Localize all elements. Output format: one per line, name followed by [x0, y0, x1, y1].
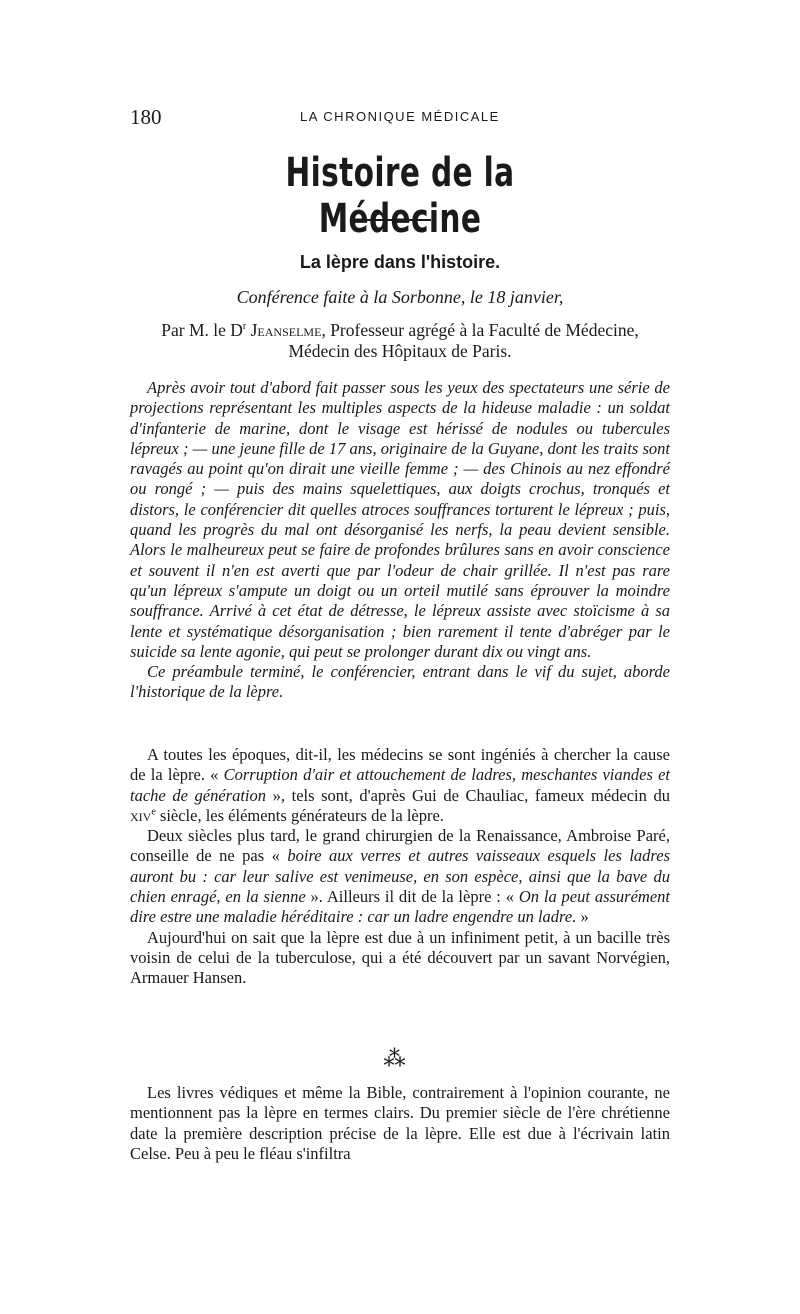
intro-section: [130, 378, 670, 703]
byline-dr-superscript: r: [242, 321, 247, 333]
body-p1-text-a: A toutes les époques, dit-il, les médecins se sont ingéniés à chercher la cause de la lèpre. «: [130, 745, 670, 785]
author-name: Jeanselme: [250, 320, 322, 340]
page-number: 180: [130, 105, 162, 129]
body-p1-quote: Corruption d'air et attouchement de ladres, meschantes viandes et tache de génération: [130, 765, 670, 805]
journal-title: LA CHRONIQUE MÉDICALE: [300, 109, 500, 124]
body-p2-text-b: ». Ailleurs il dit de la lèpre : «: [305, 887, 519, 907]
body-p2-text-c: »: [576, 907, 589, 927]
author-title: , Professeur agrégé à la Faculté de Médecine,: [321, 320, 639, 340]
body-p1-text-c: siècle, les éléments générateurs de la lèpre.: [155, 805, 444, 825]
section-title: Histoire de la Médecine: [285, 150, 515, 242]
later-paragraph-1: Les livres védiques et même la Bible, contrairement à l'opinion courante, ne mentionnent pas la lèpre en termes clairs. Du premier siècle de l'ère chrétienne date la première description précise de la lèpre. Elle est due à l'écrivain latin Celse. Peu à peu le fléau s'infiltra: [130, 1083, 670, 1163]
byline-line-2: Médecin des Hôpitaux de Paris.: [288, 341, 512, 361]
body-p1-century: xiv: [130, 805, 152, 825]
article-title: La lèpre dans l'histoire.: [299, 252, 501, 272]
intro-paragraph-1: Après avoir tout d'abord fait passer sous les yeux des spectateurs une série de projections représentant les multiples aspects de la hideuse maladie : un soldat d'infanterie de marine, dont le visage est hérissé de nodules ou tubercules lépreux ; — une jeune fille de 17 ans, originaire de la Guyane, dont les traits sont ravagés au point qu'on dirait une vieille femme ; — des Chinois au nez effondré ou rongé ; — puis des mains squelettiques, aux doigts crochus, tronqués et distors, le conférencier dit quelles atroces souffrances torturent le lépreux ; puis, quand les progrès du mal ont désorganisé les nerfs, la peau devient sensible. Alors le malheureux peut se faire de profondes brûlures sans en avoir conscience et souvent il n'en est averti que par l'odeur de chair grillée. Il n'est pas rare qu'un lépreux s'ampute un doigt ou un orteil mutilé sans éprouver la moindre souffrance. Arrivé à cet état de détresse, le lépreux assiste avec stoïcisme à sa lente et systématique désorganisation ; bien rarement il tente d'abréger par le suicide sa lente agonie, qui peut se prolonger durant dix ou vingt ans.: [130, 378, 670, 661]
byline-line-1: [130, 320, 670, 341]
body-paragraph-3: Aujourd'hui on sait que la lèpre est due à un infiniment petit, à un bacille très voisin de celui de la tuberculose, qui a été découvert par un savant Norvégien, Armauer Hansen.: [130, 927, 670, 988]
byline: [130, 320, 670, 362]
body-p2-text-a: Deux siècles plus tard, le grand chirurgien de la Renaissance, Ambroise Paré, conseille de ne pas «: [130, 826, 670, 866]
running-header: [130, 105, 670, 129]
body-paragraph-2: [130, 826, 670, 927]
later-text-section: [130, 1083, 670, 1164]
intro-paragraph-2: Ce préambule terminé, le conférencier, entrant dans le vif du sujet, aborde l'historique de la lèpre.: [130, 662, 670, 702]
body-p2-quote-1: boire aux verres et autres vaisseaux esquels les ladres auront bu : car leur salive est venimeuse, en son espèce, ainsi que la bave du chien enragé, en la sienne: [130, 846, 670, 907]
body-paragraph-1: [130, 745, 670, 826]
body-p2-quote-2: On la peut assurément dire estre une maladie héréditaire : car un ladre engendre un ladre.: [130, 887, 670, 927]
main-text-section: [130, 745, 670, 989]
byline-par: Par M. le D: [161, 320, 243, 340]
lecture-line: Conférence faite à la Sorbonne, le 18 janvier,: [236, 287, 564, 307]
title-divider: [357, 219, 431, 221]
asterism-separator: ⁂: [383, 1046, 407, 1071]
body-p1-text-b: », tels sont, d'après Gui de Chauliac, fameux médecin du: [266, 785, 670, 805]
body-p1-century-sup: e: [151, 806, 156, 818]
